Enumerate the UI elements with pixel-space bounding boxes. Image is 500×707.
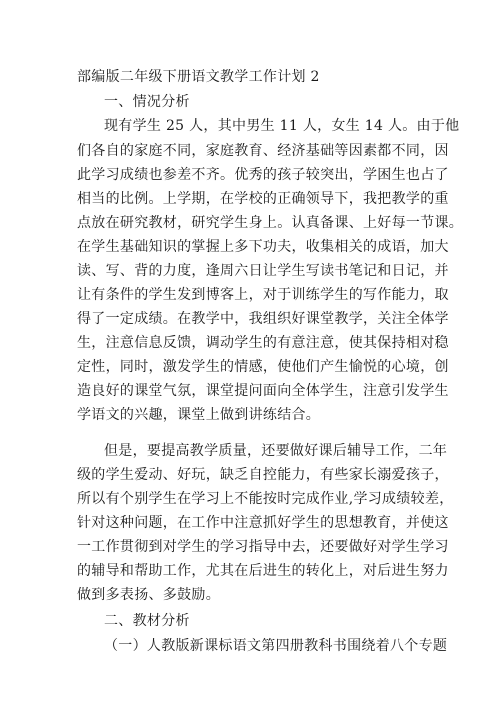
paragraph-line: 所以有个别学生在学习上不能按时完成作业,学习成绩较差， <box>77 491 454 507</box>
paragraph-line: 生，注意信息反馈，调动学生的有意注意，使其保持相对稳 <box>77 335 449 351</box>
paragraph-line: 但是，要提高教学质量，还要做好课后辅导工作，二年 <box>104 443 448 459</box>
paragraph-line: 现有学生 25 人，其中男生 11 人，女生 14 人。由于他 <box>104 118 460 134</box>
paragraph-line: 级的学生爱动、好玩，缺乏自控能力，有些家长溺爱孩子， <box>77 467 449 483</box>
paragraph-line: 定性，同时，激发学生的情感，使他们产生愉悦的心境，创 <box>77 359 449 375</box>
paragraph-line: 针对这种问题，在工作中注意抓好学生的思想教育，并使这 <box>77 515 449 531</box>
section-heading-situation: 一、情况分析 <box>104 94 190 110</box>
paragraph-line: 的辅导和帮助工作，尤其在后进生的转化上，对后进生努力 <box>77 563 449 579</box>
paragraph-line: 在学生基础知识的掌握上多下功夫，收集相关的成语，加大 <box>77 239 449 255</box>
paragraph-line: 此学习成绩也参差不齐。优秀的孩子较突出，学困生也占了 <box>77 167 449 183</box>
paragraph-line: 读、写、背的力度，逢周六日让学生写读书笔记和日记，并 <box>77 263 449 279</box>
paragraph-line: （一）人教版新课标语文第四册教科书围绕着八个专题 <box>104 638 448 654</box>
document-title: 部编版二年级下册语文教学工作计划 2 <box>77 69 320 85</box>
section-heading-textbook: 二、教材分析 <box>104 613 190 629</box>
paragraph-line: 们各自的家庭不同，家庭教育、经济基础等因素都不同，因 <box>77 143 449 159</box>
paragraph-line: 点放在研究教材，研究学生身上。认真备课、上好每一节课。 <box>77 215 464 231</box>
paragraph-line: 相当的比例。上学期，在学校的正确领导下，我把教学的重 <box>77 191 449 207</box>
paragraph-line: 学语文的兴趣，课堂上做到讲练结合。 <box>77 407 321 423</box>
paragraph-line: 让有条件的学生发到博客上，对于训练学生的写作能力，取 <box>77 287 449 303</box>
paragraph-line: 得了一定成绩。在教学中，我组织好课堂教学，关注全体学 <box>77 311 449 327</box>
paragraph-line: 做到多表扬、多鼓励。 <box>77 587 220 603</box>
paragraph-line: 一工作贯彻到对学生的学习指导中去，还要做好对学生学习 <box>77 539 449 555</box>
paragraph-line: 造良好的课堂气氛，课堂提问面向全体学生，注意引发学生 <box>77 383 449 399</box>
